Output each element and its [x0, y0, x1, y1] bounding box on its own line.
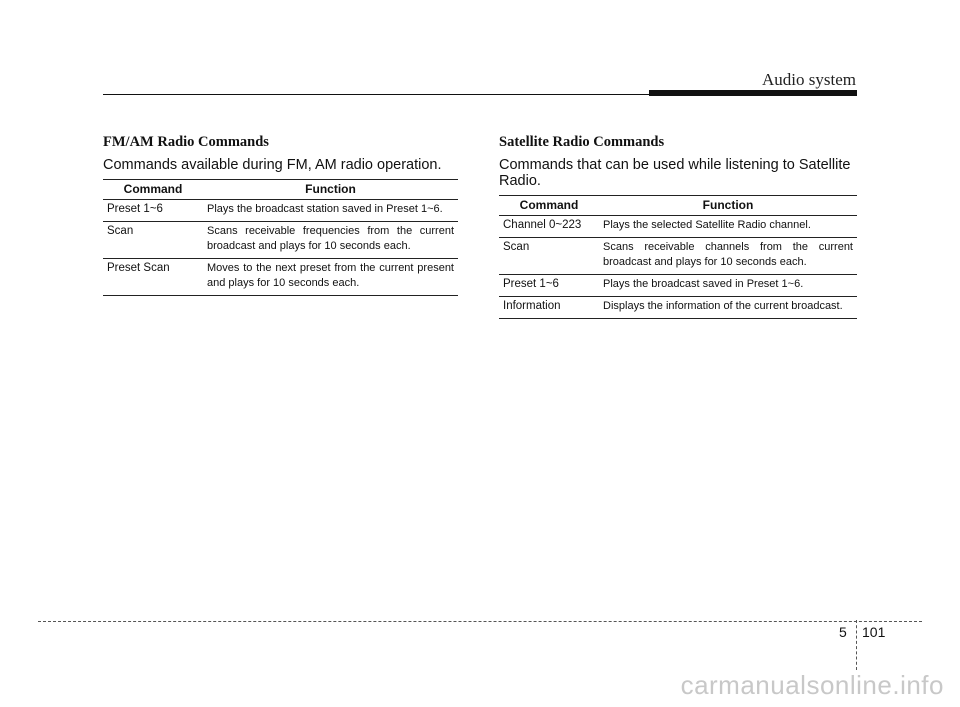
header-rule-thick [649, 90, 857, 96]
fmam-intro: Commands available during FM, AM radio operation. [103, 157, 442, 173]
function-cell: Plays the broadcast saved in Preset 1~6. [599, 275, 857, 297]
command-cell: Scan [499, 238, 599, 275]
command-cell: Information [499, 297, 599, 319]
column-header-function: Function [203, 180, 458, 200]
satellite-intro: Commands that can be used while listening to Satellite Radio. [499, 157, 851, 189]
table-row [499, 275, 857, 297]
function-cell: Plays the selected Satellite Radio channel. [599, 216, 857, 238]
table-header-row [499, 196, 857, 216]
header-rule-thin [103, 94, 651, 95]
function-cell: Displays the information of the current broadcast. [599, 297, 857, 319]
page-number: 101 [862, 624, 886, 640]
table-row [499, 216, 857, 238]
satellite-title: Satellite Radio Commands [499, 134, 665, 150]
fmam-table [103, 179, 458, 296]
command-cell: Preset 1~6 [103, 200, 203, 222]
table-row [103, 222, 458, 259]
command-cell: Preset 1~6 [499, 275, 599, 297]
footer-dashed-rule [38, 621, 922, 622]
table-row [499, 297, 857, 319]
function-cell: Moves to the next preset from the current present and plays for 10 seconds each. [203, 259, 458, 296]
table-row [499, 238, 857, 275]
table-header-row [103, 180, 458, 200]
satellite-table [499, 195, 857, 319]
function-cell: Scans receivable channels from the current broadcast and plays for 10 seconds each. [599, 238, 857, 275]
header-title: Audio system [762, 70, 856, 89]
table-row [103, 200, 458, 222]
table-row [103, 259, 458, 296]
command-cell: Channel 0~223 [499, 216, 599, 238]
column-header-command: Command [499, 196, 599, 216]
fmam-title: FM/AM Radio Commands [103, 134, 269, 150]
column-header-command: Command [103, 180, 203, 200]
chapter-number: 5 [839, 624, 847, 640]
watermark: carmanualsonline.info [680, 670, 944, 700]
footer-dashed-divider [856, 620, 857, 670]
column-header-function: Function [599, 196, 857, 216]
fmam-section [103, 134, 458, 296]
function-cell: Plays the broadcast station saved in Preset 1~6. [203, 200, 458, 222]
command-cell: Preset Scan [103, 259, 203, 296]
function-cell: Scans receivable frequencies from the current broadcast and plays for 10 seconds each. [203, 222, 458, 259]
satellite-section [499, 134, 857, 319]
command-cell: Scan [103, 222, 203, 259]
